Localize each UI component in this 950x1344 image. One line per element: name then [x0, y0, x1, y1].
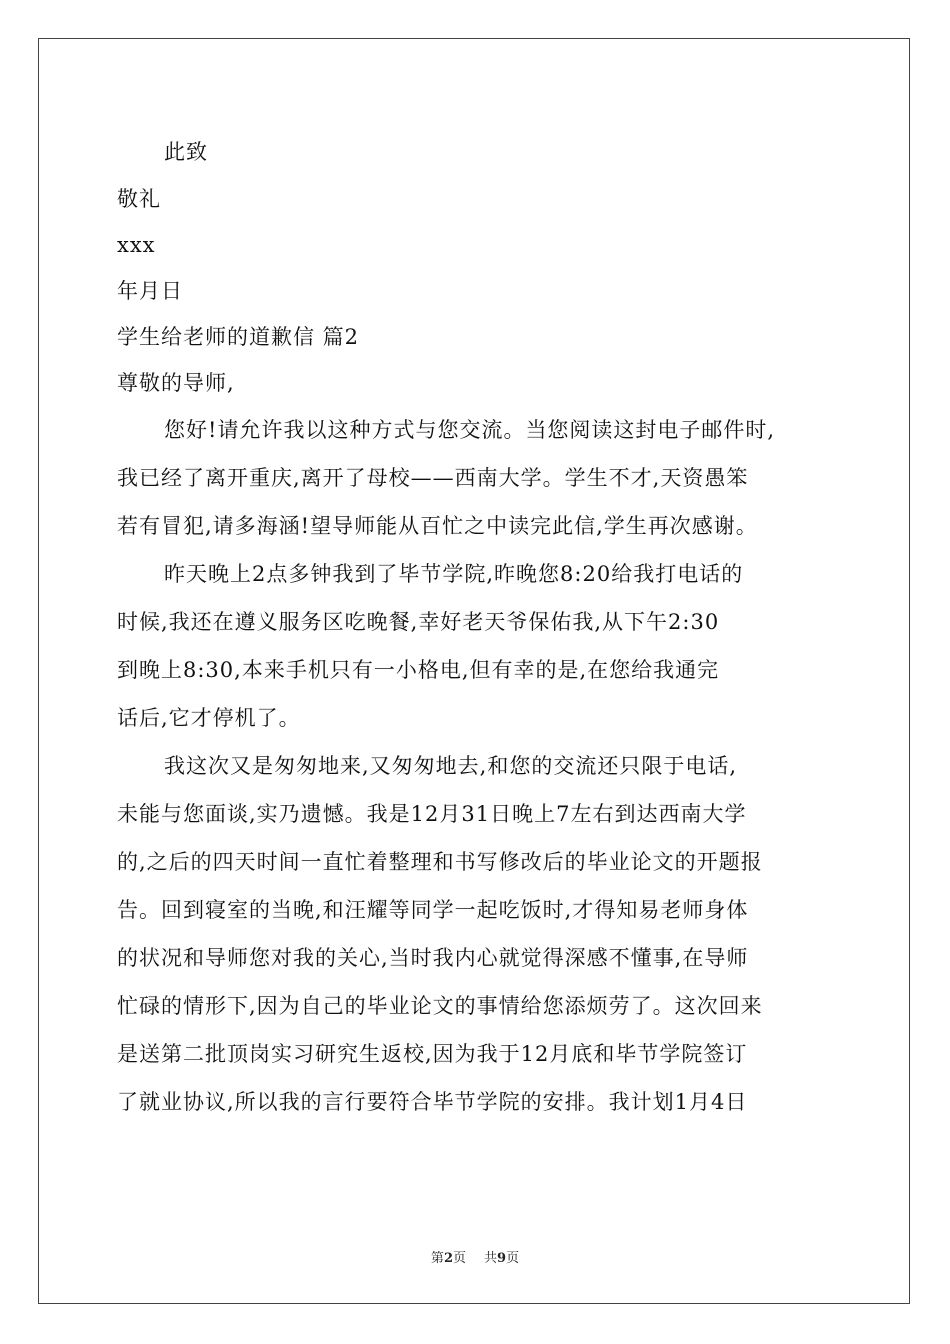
page-prefix: 第	[430, 1251, 444, 1266]
paragraph-line: 了就业协议,所以我的言行要符合毕节学院的安排。我计划1月4日	[117, 1090, 748, 1114]
paragraph-line: 我已经了离开重庆,离开了母校——西南大学。学生不才,天资愚笨	[117, 466, 749, 490]
paragraph-line: 到晚上8:30,本来手机只有一小格电,但有幸的是,在您给我通完	[117, 658, 720, 682]
total-prefix: 共	[484, 1251, 498, 1266]
paragraph-line: 的状况和导师您对我的关心,当时我内心就觉得深感不懂事,在导师	[117, 946, 749, 970]
paragraph-line: 昨天晚上2点多钟我到了毕节学院,昨晚您8:20给我打电话的	[164, 562, 744, 586]
paragraph-line: 未能与您面谈,实乃遗憾。我是12月31日晚上7左右到达西南大学	[117, 802, 747, 826]
total-page-number: 9	[497, 1251, 507, 1266]
closing-salutation: 此致	[164, 140, 208, 164]
paragraph-line: 若有冒犯,请多海涵!望导师能从百忙之中读完此信,学生再次感谢。	[117, 514, 758, 538]
page-suffix: 页	[452, 1251, 466, 1266]
letter-body	[117, 128, 837, 1126]
paragraph-1	[117, 406, 837, 550]
paragraph-2	[117, 550, 837, 742]
paragraph-line: 忙碌的情形下,因为自己的毕业论文的事情给您添烦劳了。这次回来	[117, 994, 763, 1018]
paragraph-3	[117, 742, 837, 1126]
greeting: 尊敬的导师,	[117, 371, 235, 395]
page-footer	[0, 1247, 950, 1266]
section-title: 学生给老师的道歉信 篇2	[117, 325, 360, 349]
paragraph-line: 告。回到寝室的当晚,和汪耀等同学一起吃饭时,才得知易老师身体	[117, 898, 749, 922]
signature: xxx	[117, 233, 156, 257]
paragraph-line: 您好!请允许我以这种方式与您交流。当您阅读这封电子邮件时,	[164, 418, 776, 442]
paragraph-line: 的,之后的四天时间一直忙着整理和书写修改后的毕业论文的开题报	[117, 850, 763, 874]
current-page-number: 2	[443, 1251, 453, 1266]
closing-regards: 敬礼	[117, 187, 161, 211]
letter-date: 年月日	[117, 279, 183, 303]
paragraph-line: 是送第二批顶岗实习研究生返校,因为我于12月底和毕节学院签订	[117, 1042, 748, 1066]
paragraph-line: 话后,它才停机了。	[117, 706, 301, 730]
paragraph-line: 我这次又是匆匆地来,又匆匆地去,和您的交流还只限于电话,	[164, 754, 738, 778]
paragraph-line: 时候,我还在遵义服务区吃晚餐,幸好老天爷保佑我,从下午2:30	[117, 610, 720, 634]
total-suffix: 页	[506, 1251, 520, 1266]
